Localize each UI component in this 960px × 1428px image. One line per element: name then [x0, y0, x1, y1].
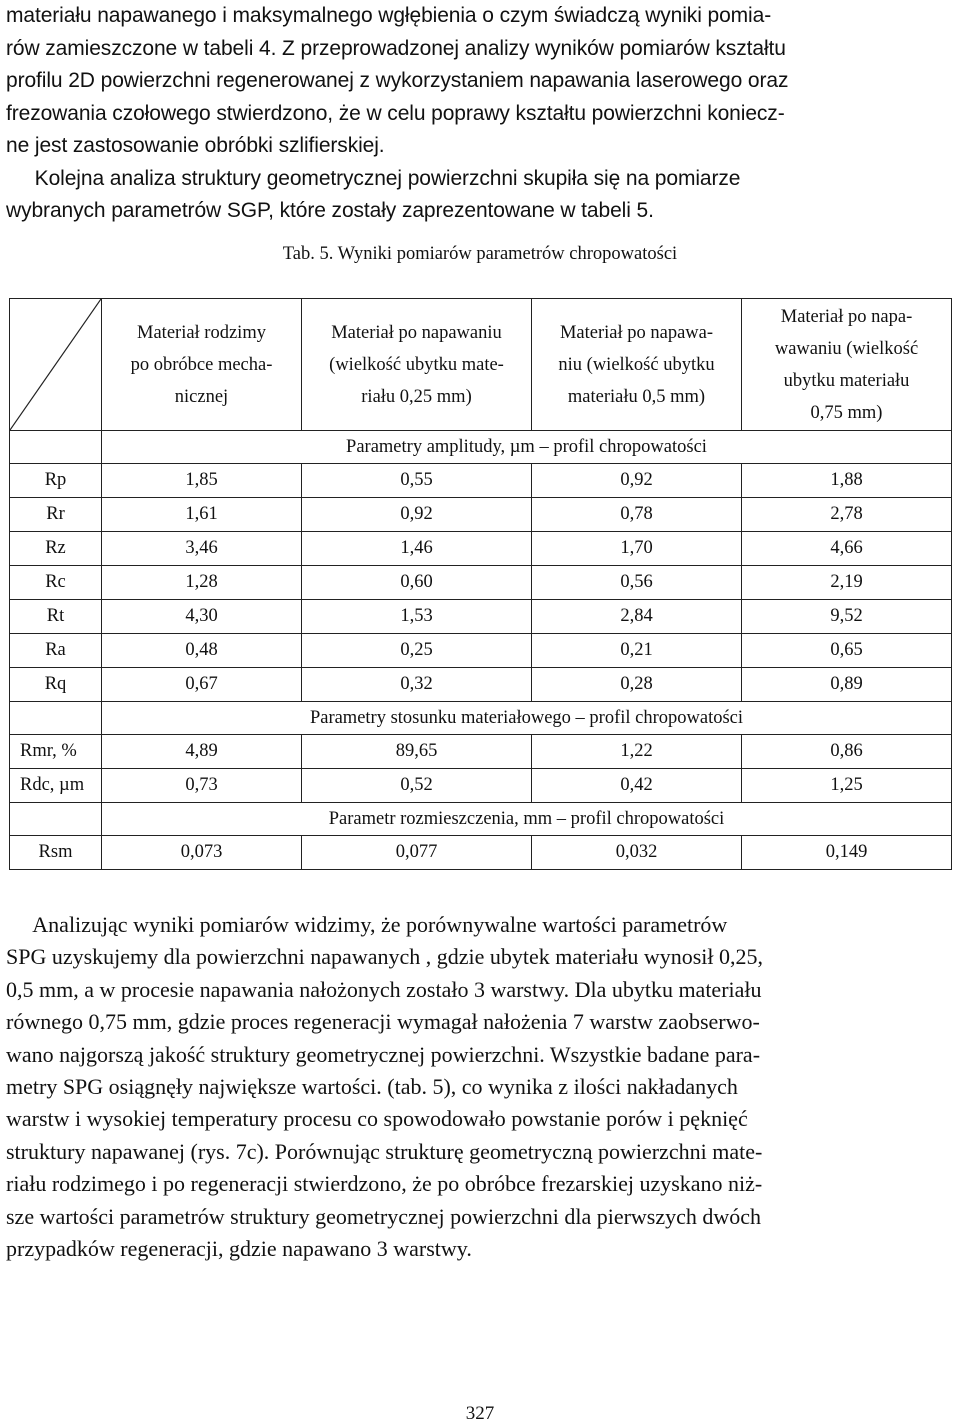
table-cell: 1,22	[532, 735, 742, 769]
table-row	[10, 464, 952, 498]
table-row	[10, 634, 952, 668]
table-cell: 1,53	[302, 600, 532, 634]
table-cell: 0,28	[532, 668, 742, 702]
text-line: profilu 2D powierzchni regenerowanej z wykorzystaniem napawania laserowego oraz	[6, 69, 789, 92]
header-line: (wielkość ubytku mate-	[329, 354, 504, 375]
table-cell: 0,86	[742, 735, 952, 769]
table-cell: 1,61	[102, 498, 302, 532]
table-cell: 1,85	[102, 464, 302, 498]
section-blank-cell	[10, 431, 102, 464]
header-line: materiału 0,5 mm)	[567, 386, 706, 407]
text-line: rów zamieszczone w tabeli 4. Z przeprowadzonej analizy wyników pomiarów kształtu	[6, 36, 786, 60]
table-cell: 0,55	[302, 464, 532, 498]
row-label: Rt	[10, 600, 102, 634]
header-line: ubytku materiału	[783, 370, 910, 391]
row-label: Rr	[10, 498, 102, 532]
header-line: Materiał po napawa-	[559, 322, 714, 343]
header-line: Materiał po napawaniu	[331, 322, 502, 343]
table-cell: 1,70	[532, 532, 742, 566]
corner-cell	[10, 299, 102, 431]
table-cell: 0,073	[102, 836, 302, 870]
header-line: po obróbce mecha-	[130, 354, 273, 375]
text-line: Kolejna analiza struktury geometrycznej powierzchni skupiła się na pomiarze	[6, 166, 741, 190]
table-cell: 0,52	[302, 769, 532, 803]
table-cell: 0,89	[742, 668, 952, 702]
table-cell: 4,30	[102, 600, 302, 634]
section-blank-cell	[10, 803, 102, 836]
row-label: Rdc, µm	[10, 769, 102, 803]
column-header-075	[742, 299, 952, 431]
column-header-05	[532, 299, 742, 431]
row-label: Rsm	[10, 836, 102, 870]
table-cell: 0,32	[302, 668, 532, 702]
column-header-base-material	[102, 299, 302, 431]
page-number: 327	[465, 1403, 495, 1424]
column-header-025	[302, 299, 532, 431]
header-line: Materiał po napa-	[780, 306, 913, 327]
section-title: Parametr rozmieszczenia, mm – profil chropowatości	[102, 803, 952, 836]
row-label: Rmr, %	[10, 735, 102, 769]
table-cell: 1,46	[302, 532, 532, 566]
intro-text	[6, 0, 954, 228]
table-cell: 2,19	[742, 566, 952, 600]
section-title: Parametry amplitudy, µm – profil chropowatości	[102, 431, 952, 464]
table-cell: 4,66	[742, 532, 952, 566]
table-cell: 0,92	[302, 498, 532, 532]
header-line: riału 0,25 mm)	[361, 386, 472, 407]
table-cell: 2,84	[532, 600, 742, 634]
text-line: frezowania czołowego stwierdzono, że w celu poprawy kształtu powierzchni koniecz-	[6, 101, 785, 125]
table-cell: 4,89	[102, 735, 302, 769]
table-caption: Tab. 5. Wyniki pomiarów parametrów chropowatości	[282, 244, 678, 264]
table-row	[10, 735, 952, 769]
row-label: Rq	[10, 668, 102, 702]
table-row	[10, 566, 952, 600]
table-cell: 0,65	[742, 634, 952, 668]
text-line: przypadków regeneracji, gdzie napawano 3 warstwy.	[6, 1236, 472, 1262]
table-cell: 0,92	[532, 464, 742, 498]
table-body	[10, 431, 952, 870]
text-line: warstw i wysokiej temperatury procesu co spowodowało powstanie porów i pęknięć	[6, 1106, 748, 1132]
table-row	[10, 668, 952, 702]
text-line: sze wartości parametrów struktury geometrycznej powierzchni dla pierwszych dwóch	[6, 1203, 762, 1229]
header-line: wawaniu (wielkość	[774, 338, 919, 359]
table-cell: 0,25	[302, 634, 532, 668]
text-line: SPG uzyskujemy dla powierzchni napawanych , gdzie ubytek materiału wynosił 0,25,	[6, 944, 763, 970]
table-cell: 3,46	[102, 532, 302, 566]
table-cell: 1,25	[742, 769, 952, 803]
table-cell: 0,60	[302, 566, 532, 600]
table-cell: 0,73	[102, 769, 302, 803]
text-line: struktury napawanej (rys. 7c). Porównując strukturę geometryczną powierzchni mate-	[6, 1138, 763, 1164]
section-title: Parametry stosunku materiałowego – profil chropowatości	[102, 702, 952, 735]
section-header-row	[10, 431, 952, 464]
table-cell: 2,78	[742, 498, 952, 532]
row-label: Rz	[10, 532, 102, 566]
section-header-row	[10, 803, 952, 836]
table-row	[10, 532, 952, 566]
table-row	[10, 769, 952, 803]
row-label: Rc	[10, 566, 102, 600]
header-line: Materiał rodzimy	[137, 322, 266, 343]
row-label: Rp	[10, 464, 102, 498]
table-cell: 0,78	[532, 498, 742, 532]
row-label: Ra	[10, 634, 102, 668]
table-cell: 89,65	[302, 735, 532, 769]
table-cell: 0,48	[102, 634, 302, 668]
section-header-row	[10, 702, 952, 735]
table-row	[10, 600, 952, 634]
table-row	[10, 498, 952, 532]
roughness-table	[9, 298, 952, 870]
diagonal-line-icon	[10, 299, 101, 430]
text-line: równego 0,75 mm, gdzie proces regeneracji wymagał nałożenia 7 warstw zaobserwo-	[6, 1009, 760, 1035]
header-line: nicznej	[174, 386, 229, 407]
outro-text	[6, 909, 954, 1265]
text-line: riału rodzimego i po regeneracji stwierdzono, że po obróbce frezarskiej uzyskano niż-	[6, 1171, 763, 1197]
table-row	[10, 836, 952, 870]
table-cell: 0,032	[532, 836, 742, 870]
header-line: niu (wielkość ubytku	[558, 354, 715, 375]
table-cell: 1,28	[102, 566, 302, 600]
table-cell: 0,56	[532, 566, 742, 600]
table-cell: 9,52	[742, 600, 952, 634]
text-line: 0,5 mm, a w procesie napawania nałożonych zostało 3 warstwy. Dla ubytku materiału	[6, 976, 762, 1002]
text-line: metry SPG osiągnęły największe wartości. (tab. 5), co wynika z ilości nakładanych	[6, 1074, 738, 1100]
table-cell: 0,42	[532, 769, 742, 803]
table-cell: 1,88	[742, 464, 952, 498]
table-cell: 0,21	[532, 634, 742, 668]
table-cell: 0,149	[742, 836, 952, 870]
text-line: Analizując wyniki pomiarów widzimy, że porównywalne wartości parametrów	[6, 912, 728, 937]
table-cell: 0,67	[102, 668, 302, 702]
text-line: ne jest zastosowanie obróbki szlifierskiej.	[6, 134, 385, 157]
table-cell: 0,077	[302, 836, 532, 870]
text-line: wybranych parametrów SGP, które zostały zaprezentowane w tabeli 5.	[6, 199, 654, 222]
text-line: wano najgorszą jakość struktury geometrycznej powierzchni. Wszystkie badane para-	[6, 1041, 761, 1067]
table-header-row	[10, 299, 952, 431]
header-line: 0,75 mm)	[810, 402, 883, 423]
text-line: materiału napawanego i maksymalnego wgłębienia o czym świadczą wyniki pomia-	[6, 4, 772, 27]
section-blank-cell	[10, 702, 102, 735]
